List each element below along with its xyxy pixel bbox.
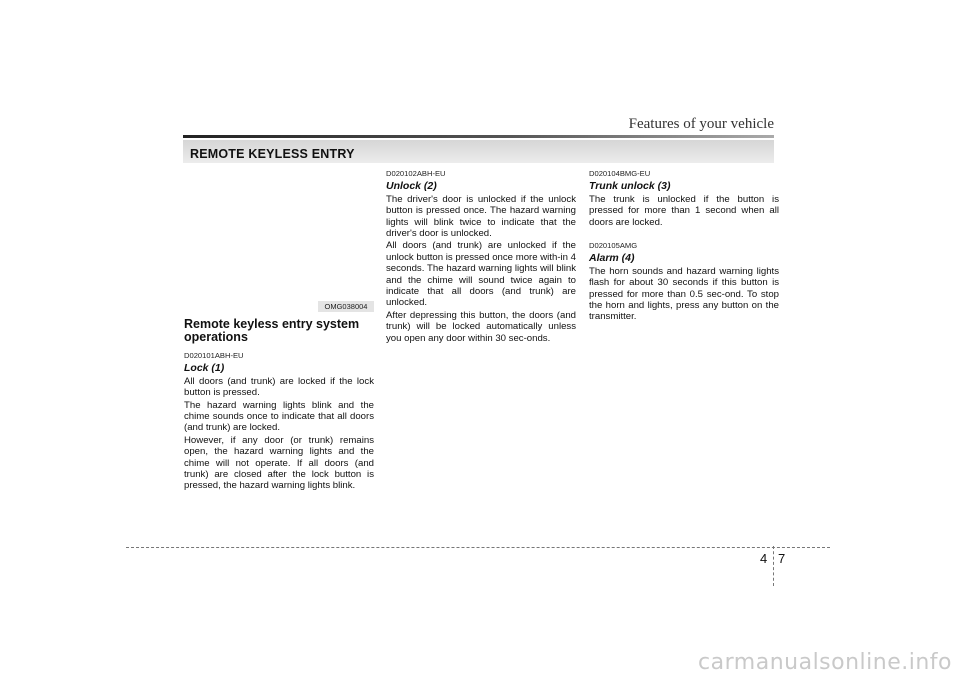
header-rule [183, 135, 774, 138]
watermark: carmanualsonline.info [698, 650, 952, 675]
alarm-subheading: Alarm (4) [589, 252, 635, 265]
reference-code: D020101ABH-EU [184, 351, 244, 360]
column-3 [589, 168, 779, 324]
reference-code: D020104BMG-EU [589, 169, 651, 178]
chapter-number: 4 [760, 551, 768, 566]
reference-code: D020102ABH-EU [386, 169, 446, 178]
section-title: REMOTE KEYLESS ENTRY [190, 147, 355, 161]
reference-code: D020105AMG [589, 241, 638, 251]
paragraph: The hazard warning lights blink and the chime sounds once to indicate that all doors (and trunk) are locked. [184, 399, 374, 434]
column-2 [386, 168, 576, 345]
paragraph: All doors (and trunk) are unlocked if the unlock button is pressed once more with-in 4 seconds. The hazard warning lights will blink and the chime will sound twice again to indicate that all doors (and trunk) are unlocked. [386, 240, 576, 309]
unlock-subheading: Unlock (2) [386, 180, 437, 193]
footer-rule [126, 547, 830, 548]
lock-subheading: Lock (1) [184, 362, 225, 375]
subsection-title: Remote keyless entry system operations [184, 317, 360, 344]
trunk-unlock-subheading: Trunk unlock (3) [589, 180, 671, 193]
page-number-separator [773, 546, 774, 586]
paragraph: The trunk is unlocked if the button is pressed for more than 1 second when all doors are locked. [589, 193, 779, 228]
page-number: 7 [778, 551, 786, 566]
paragraph: All doors (and trunk) are locked if the lock button is pressed. [184, 375, 374, 399]
figure-code: OMG038004 [318, 301, 374, 312]
paragraph: The horn sounds and hazard warning lights flash for about 30 seconds if this button is pressed for more than 0.5 sec-ond. To stop the horn and lights, press any button on the transmitter. [589, 265, 779, 323]
paragraph: After depressing this button, the doors (and trunk) will be locked automatically unless you open any door within 30 sec-onds. [386, 309, 576, 344]
header-title: Features of your vehicle [628, 116, 774, 132]
paragraph: The driver's door is unlocked if the unlock button is pressed once. The hazard warning lights will blink twice to indicate that the driver's door is unlocked. [386, 193, 576, 240]
paragraph: However, if any door (or trunk) remains open, the hazard warning lights and the chime will not operate. If all doors (and trunk) are closed after the lock button is pressed, the hazard warning lights blink. [184, 434, 374, 492]
column-1 [184, 318, 374, 493]
